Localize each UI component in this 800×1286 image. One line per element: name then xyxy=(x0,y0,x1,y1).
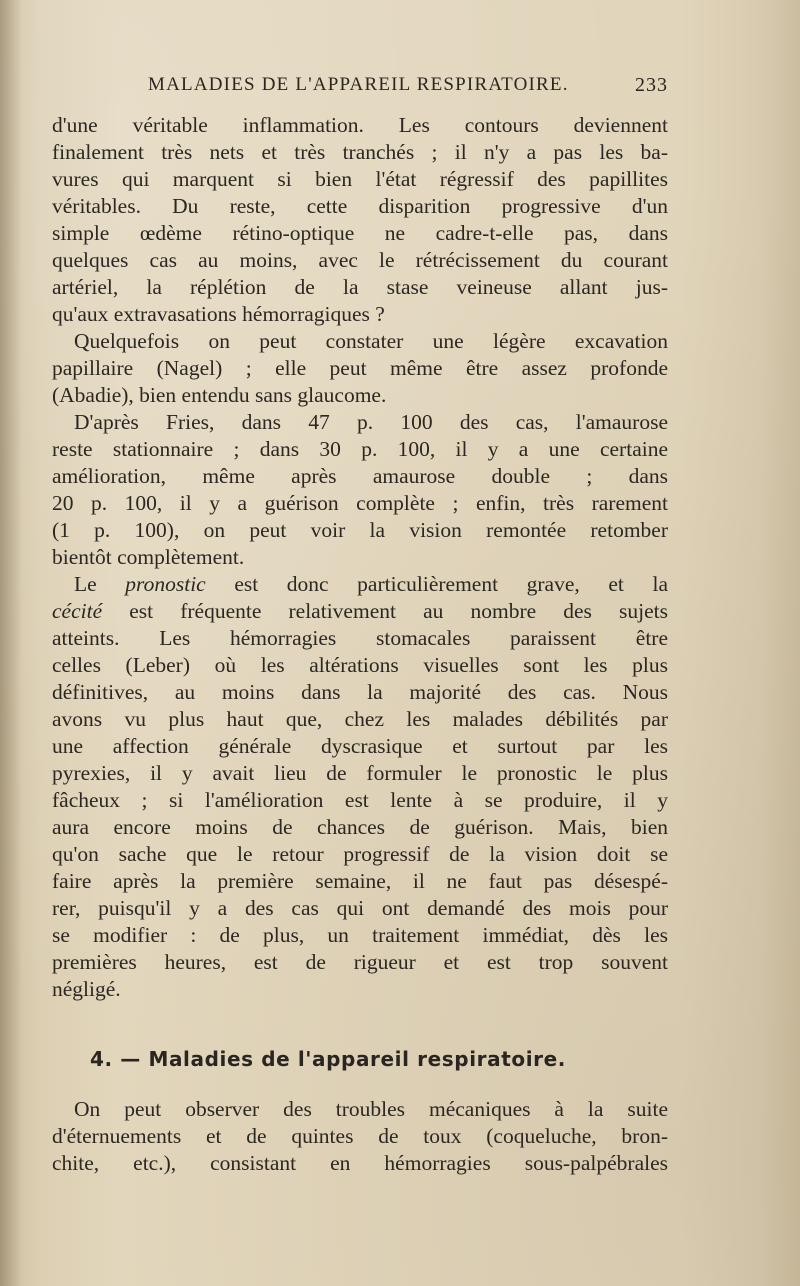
text-line: atteints. Les hémorragies stomacales paraissent être xyxy=(52,626,668,650)
text-line: 20 p. 100, il y a guérison complète ; enfin, très rarement xyxy=(52,491,668,515)
text-line: bientôt complètement. xyxy=(52,545,245,569)
text-line: premières heures, est de rigueur et est trop souvent xyxy=(52,950,668,974)
section-body-text xyxy=(52,1096,668,1177)
text-line: faire après la première semaine, il ne faut pas désespé- xyxy=(52,869,668,893)
text-line: celles (Leber) où les altérations visuelles sont les plus xyxy=(52,653,668,677)
text-line: aura encore moins de chances de guérison. Mais, bien xyxy=(52,815,668,839)
page-number: 233 xyxy=(635,74,668,96)
text-line: fâcheux ; si l'amélioration est lente à se produire, il y xyxy=(52,788,668,812)
page-edge-shadow xyxy=(0,0,22,1286)
text-run: Le xyxy=(74,572,126,596)
text-line: véritables. Du reste, cette disparition progressive d'un xyxy=(52,194,668,218)
text-line: d'éternuements et de quintes de toux (coqueluche, bron- xyxy=(52,1124,668,1148)
text-line: avons vu plus haut que, chez les malades débilités par xyxy=(52,707,668,731)
running-title: MALADIES DE L'APPAREIL RESPIRATOIRE. xyxy=(148,74,569,95)
text-line: une affection générale dyscrasique et surtout par les xyxy=(52,734,668,758)
text-line: qu'aux extravasations hémorragiques ? xyxy=(52,302,385,326)
italic-term-cecite: cécité xyxy=(52,599,103,623)
text-line: définitives, au moins dans la majorité des cas. Nous xyxy=(52,680,668,704)
text-line xyxy=(52,598,668,625)
text-line: papillaire (Nagel) ; elle peut même être assez profonde xyxy=(52,356,668,380)
text-line: finalement très nets et très tranchés ; il n'y a pas les ba- xyxy=(52,140,668,164)
text-line: Quelquefois on peut constater une légère excavation xyxy=(74,329,668,353)
text-line: qu'on sache que le retour progressif de la vision doit se xyxy=(52,842,668,866)
text-line: D'après Fries, dans 47 p. 100 des cas, l'amaurose xyxy=(74,410,668,434)
section-heading: 4. — Maladies de l'appareil respiratoire. xyxy=(90,1047,566,1071)
text-line: amélioration, même après amaurose double ; dans xyxy=(52,464,668,488)
text-line: artériel, la réplétion de la stase veineuse allant jus- xyxy=(52,275,668,299)
text-line: se modifier : de plus, un traitement immédiat, dès les xyxy=(52,923,668,947)
text-line: rer, puisqu'il y a des cas qui ont demandé des mois pour xyxy=(52,896,668,920)
text-line: (Abadie), bien entendu sans glaucome. xyxy=(52,383,387,407)
text-line: chite, etc.), consistant en hémorragies sous-palpébrales xyxy=(52,1151,668,1175)
text-run: est fréquente relativement au nombre des sujets xyxy=(102,599,668,623)
text-line: quelques cas au moins, avec le rétrécissement du courant xyxy=(52,248,668,272)
italic-term-pronostic: pronostic xyxy=(125,572,206,596)
text-line: On peut observer des troubles mécaniques à la suite xyxy=(74,1097,668,1121)
text-line: d'une véritable inflammation. Les contours deviennent xyxy=(52,113,668,137)
text-line: reste stationnaire ; dans 30 p. 100, il y a une certaine xyxy=(52,437,668,461)
body-text xyxy=(52,112,668,1003)
text-line: vures qui marquent si bien l'état régressif des papillites xyxy=(52,167,668,191)
text-line: simple œdème rétino-optique ne cadre-t-elle pas, dans xyxy=(52,221,668,245)
page-header xyxy=(148,70,668,104)
text-line: pyrexies, il y avait lieu de formuler le pronostic le plus xyxy=(52,761,668,785)
text-line: (1 p. 100), on peut voir la vision remontée retomber xyxy=(52,518,668,542)
text-line: négligé. xyxy=(52,977,121,1001)
text-line xyxy=(52,571,668,598)
text-run: est donc particulièrement grave, et la xyxy=(205,572,668,596)
